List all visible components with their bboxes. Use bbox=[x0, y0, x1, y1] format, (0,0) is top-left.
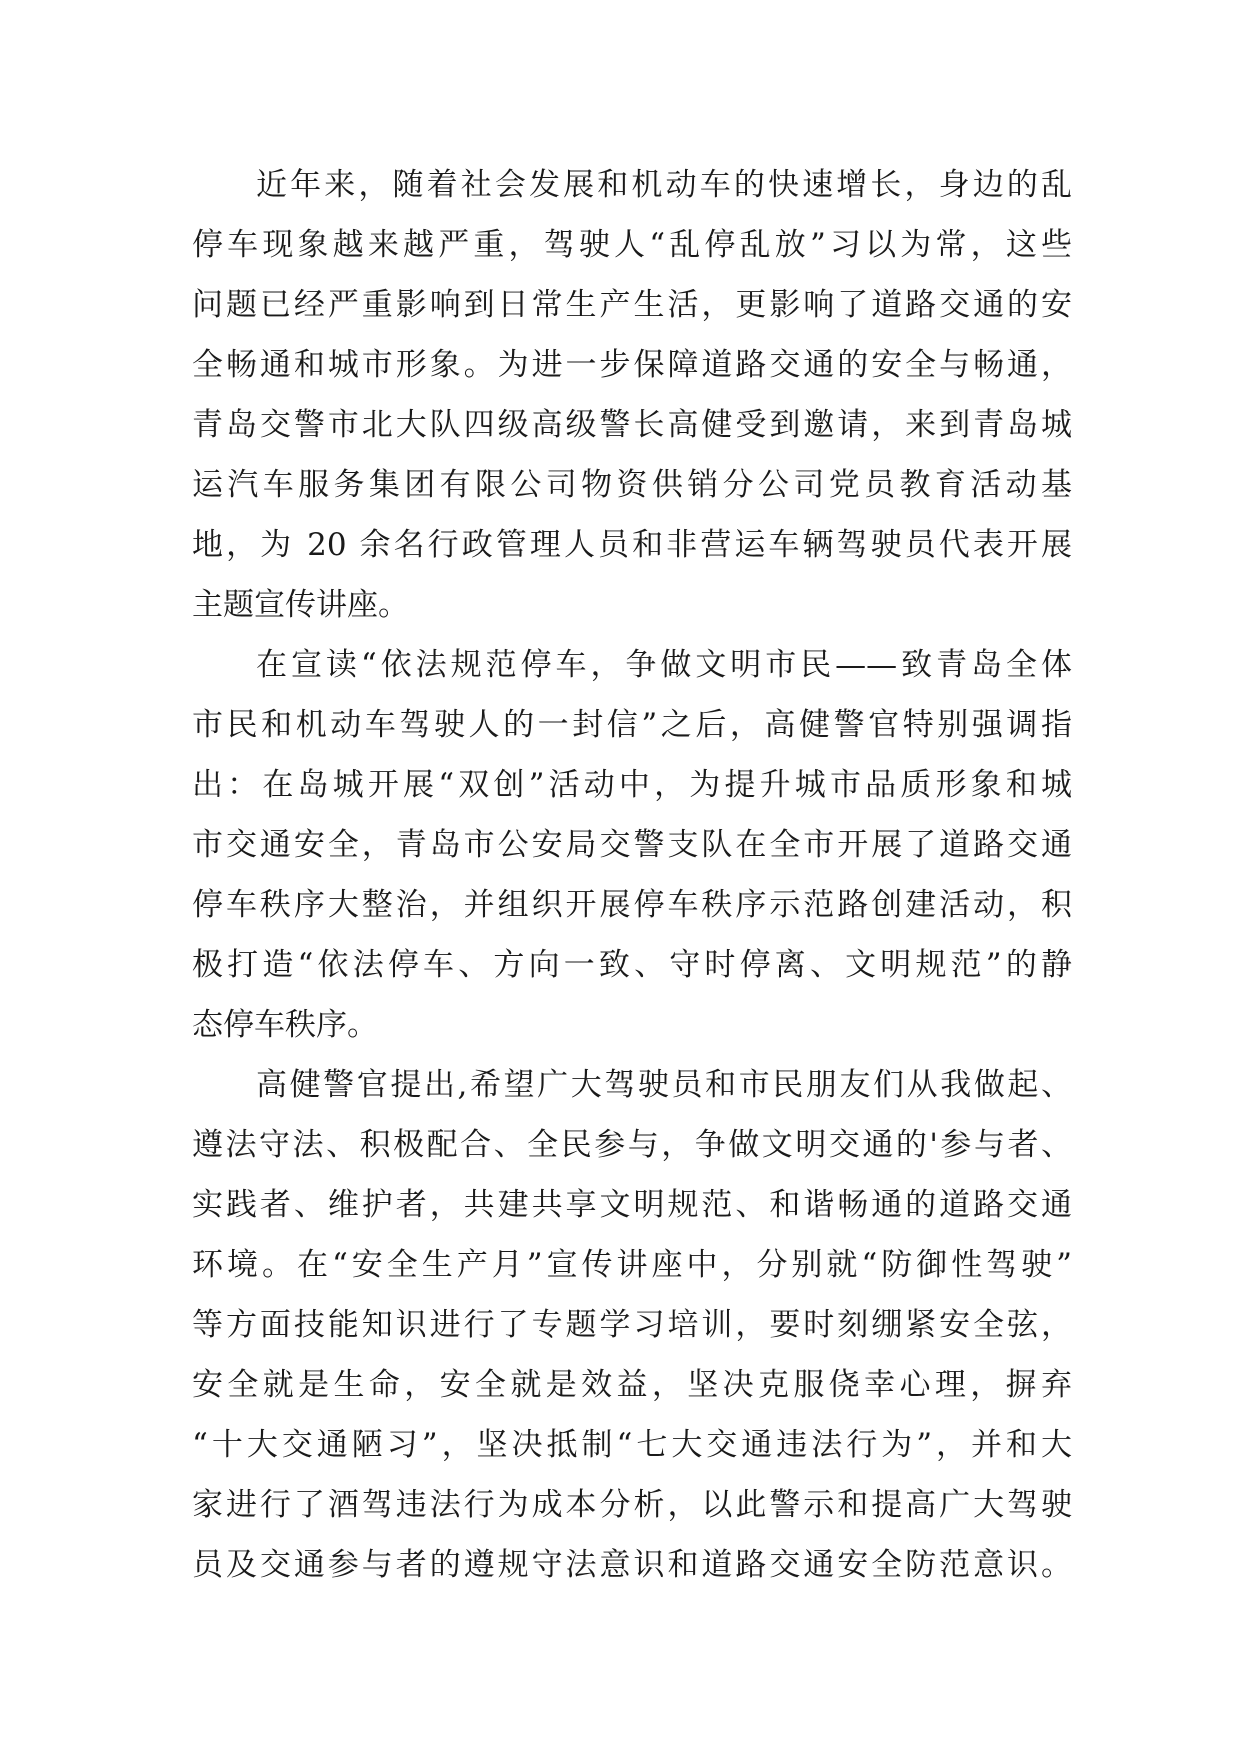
paragraph-line: 全畅通和城市形象。为进一步保障道路交通的安全与畅通， bbox=[192, 347, 1072, 383]
paragraph-line: 家进行了酒驾违法行为成本分析，以此警示和提高广大驾驶 bbox=[192, 1487, 1072, 1523]
paragraph-line: 运汽车服务集团有限公司物资供销分公司党员教育活动基 bbox=[192, 467, 1072, 503]
paragraph-line: 安全就是生命，安全就是效益，坚决克服侥幸心理，摒弃 bbox=[192, 1367, 1072, 1403]
paragraph-line: 极打造“依法停车、方向一致、守时停离、文明规范”的静 bbox=[192, 947, 1072, 983]
paragraph-line: 停车秩序大整治，并组织开展停车秩序示范路创建活动，积 bbox=[192, 887, 1072, 923]
paragraph-line: 员及交通参与者的遵规守法意识和道路交通安全防范意识。 bbox=[192, 1547, 1072, 1583]
paragraph-line: 环境。在“安全生产月”宣传讲座中，分别就“防御性驾驶” bbox=[192, 1247, 1072, 1283]
paragraph-line: 等方面技能知识进行了专题学习培训，要时刻绷紧安全弦， bbox=[192, 1307, 1072, 1343]
paragraph-line: “十大交通陋习”，坚决抵制“七大交通违法行为”，并和大 bbox=[192, 1427, 1072, 1463]
paragraph-line: 出：在岛城开展“双创”活动中，为提升城市品质形象和城 bbox=[192, 767, 1072, 803]
paragraph-line: 在宣读“依法规范停车，争做文明市民——致青岛全体 bbox=[256, 647, 1072, 683]
paragraph-line: 市交通安全，青岛市公安局交警支队在全市开展了道路交通 bbox=[192, 827, 1072, 863]
paragraph-line: 主题宣传讲座。 bbox=[192, 587, 409, 623]
paragraph-line: 地，为 20 余名行政管理人员和非营运车辆驾驶员代表开展 bbox=[192, 527, 1072, 563]
paragraph-line: 青岛交警市北大队四级高级警长高健受到邀请，来到青岛城 bbox=[192, 407, 1072, 443]
paragraph-line: 问题已经严重影响到日常生产生活，更影响了道路交通的安 bbox=[192, 287, 1072, 323]
paragraph-line: 实践者、维护者，共建共享文明规范、和谐畅通的道路交通 bbox=[192, 1187, 1072, 1223]
paragraph-line: 高健警官提出,希望广大驾驶员和市民朋友们从我做起、 bbox=[256, 1067, 1072, 1103]
paragraph-2 bbox=[192, 635, 1072, 1055]
paragraph-3 bbox=[192, 1055, 1072, 1595]
paragraph-line: 近年来，随着社会发展和机动车的快速增长，身边的乱 bbox=[256, 167, 1072, 203]
paragraph-line: 态停车秩序。 bbox=[192, 1007, 378, 1043]
document-body bbox=[192, 155, 1072, 1595]
paragraph-line: 遵法守法、积极配合、全民参与，争做文明交通的'参与者、 bbox=[192, 1127, 1072, 1163]
paragraph-line: 市民和机动车驾驶人的一封信”之后，高健警官特别强调指 bbox=[192, 707, 1072, 743]
paragraph-1 bbox=[192, 155, 1072, 635]
paragraph-line: 停车现象越来越严重，驾驶人“乱停乱放”习以为常，这些 bbox=[192, 227, 1072, 263]
